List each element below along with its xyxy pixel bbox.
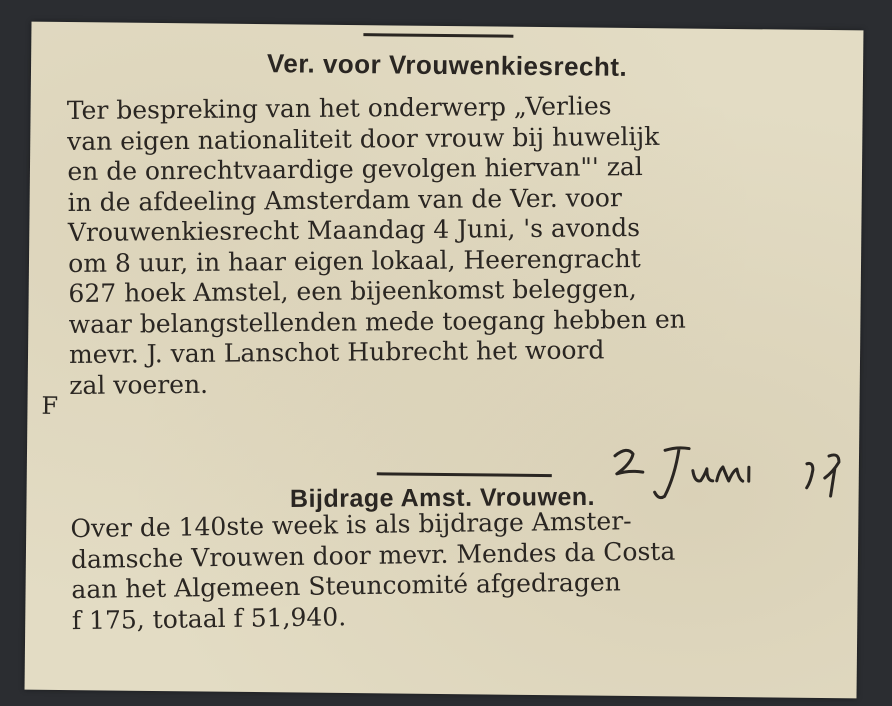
- article1-line: waar belangstellenden mede toegang hebben en: [68, 304, 686, 339]
- section-divider-rule: [377, 472, 552, 477]
- article1-line: van eigen nationaliteit door vrouw bij huwelijk: [67, 121, 660, 156]
- article1-line: zal voeren.: [69, 369, 209, 400]
- article2-line: damsche Vrouwen door mevr. Mendes da Costa: [70, 536, 676, 574]
- top-rule: [363, 33, 513, 38]
- article1-line: in de afdeeling Amsterdam van de Ver. voor: [67, 182, 622, 217]
- article1-line: 627 hoek Amstel, een bijeenkomst beleggen,: [68, 274, 637, 309]
- margin-mark: F: [41, 391, 59, 420]
- article1-heading: Ver. voor Vrouwenkiesrecht.: [266, 48, 628, 82]
- article2-body: [70, 506, 676, 636]
- article1-line: mevr. J. van Lanschot Hubrecht het woord: [68, 335, 605, 370]
- article1-line: om 8 uur, in haar eigen lokaal, Heerengracht: [68, 243, 641, 278]
- article2-line: Over de 140ste week is als bijdrage Amster-: [70, 506, 632, 544]
- article1-line: en de onrechtvaardige gevolgen hiervan"' zal: [67, 152, 643, 187]
- article2-line: f 175, totaal f 51,940.: [71, 601, 347, 635]
- article1-line: Ter bespreking van het onderwerp „Verlies: [66, 91, 612, 126]
- article2-line: aan het Algemeen Steuncomité afgedragen: [71, 567, 621, 605]
- article2-heading: Bijdrage Amst. Vrouwen.: [289, 482, 596, 514]
- newspaper-clipping: [25, 22, 864, 699]
- article1-line: Vrouwenkiesrecht Maandag 4 Juni, 's avonds: [67, 213, 641, 248]
- handwritten-date-text: 2 Juni 17: [607, 435, 611, 437]
- article1-body: [67, 91, 687, 401]
